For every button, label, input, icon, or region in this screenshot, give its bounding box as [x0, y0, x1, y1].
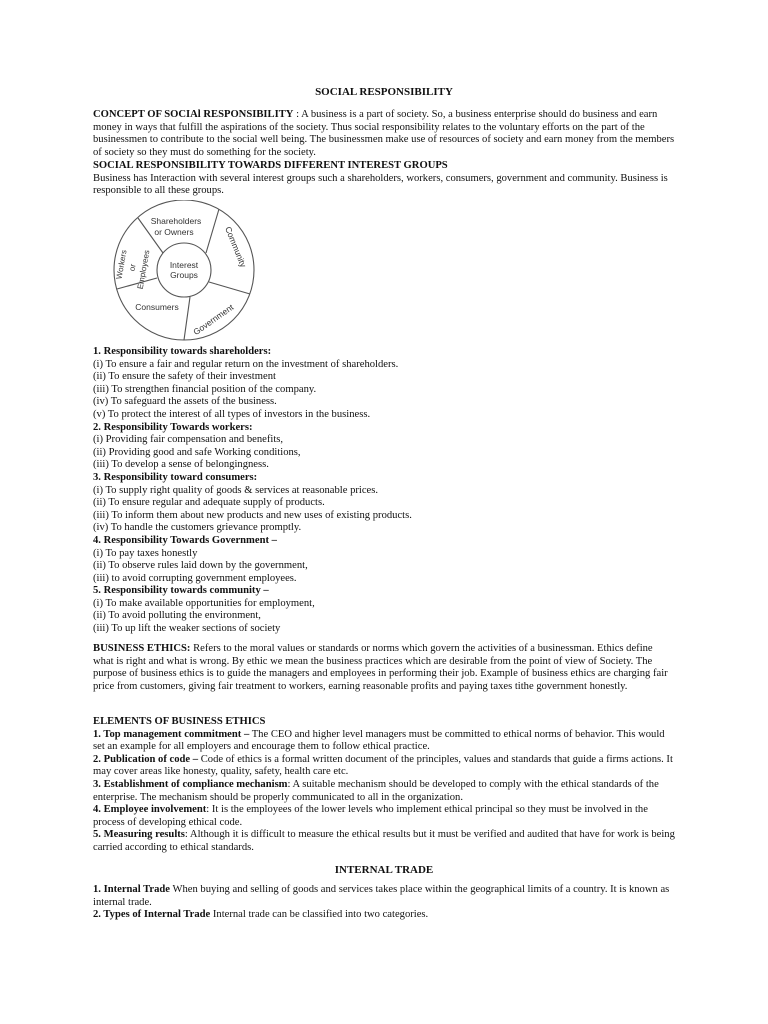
list-item: (iii) To develop a sense of belongingness. [93, 459, 269, 471]
workers-label-3: Employees [135, 249, 152, 290]
element-label: 1. Top management commitment – [93, 728, 250, 740]
list-item: (v) To protect the interest of all types of investors in the business. [93, 408, 371, 420]
groups-text: Business has Interaction with several interest groups such a shareholders, workers, consumers, government and community. Business is responsible to all these groups. [93, 172, 668, 197]
element-text: The CEO and higher level managers must be committed to ethical norms of behavior. This would set an example for all employers and encourage them to follow ethical practice. [93, 728, 665, 753]
list-item: (i) To ensure a fair and regular return on the investment of shareholders. [93, 358, 399, 370]
element-text: : Although it is difficult to measure the ethical results but it must be verified and audited that have for work is being carried according to ethical standards. [93, 829, 675, 853]
list-item: (ii) To ensure the safety of their investment [93, 371, 276, 383]
divider-line [184, 297, 190, 340]
elements-section [93, 716, 675, 855]
elements-heading: ELEMENTS OF BUSINESS ETHICS [93, 716, 266, 727]
element-item [93, 754, 675, 779]
list-item: (iii) To inform them about new products and new uses of existing products. [93, 509, 412, 521]
resp-heading-shareholders: 1. Responsibility towards shareholders: [93, 346, 272, 357]
list-item: (i) To pay taxes honestly [93, 547, 198, 559]
list-item: (ii) Providing good and safe Working conditions, [93, 446, 301, 458]
groups-section [93, 160, 675, 198]
element-text: : A suitable mechanism should be developed to comply with the ethical standards of the enterprise. The mechanism should be properly communicated to all in the organization. [93, 778, 659, 803]
list-item: (i) To supply right quality of goods & services at reasonable prices. [93, 484, 379, 496]
trade-label: 2. Types of Internal Trade [93, 909, 211, 921]
element-text: : It is the employees of the lower levels who implement ethical principal so they must be involved in the process of developing ethical code. [93, 804, 648, 828]
resp-heading-workers: 2. Responsibility Towards workers: [93, 421, 253, 433]
element-text: Code of ethics is a formal written document of the principles, values and standards that guide a firms actions. It may cover areas like honesty, quality, safety, health care etc. [93, 753, 673, 778]
trade-text: When buying and selling of goods and services takes place within the geographical limits of a country. It is known as internal trade. [93, 884, 670, 908]
internal-trade-section [93, 884, 675, 922]
element-label: 5. Measuring results [93, 829, 185, 841]
list-item: (iii) To up lift the weaker sections of society [93, 623, 281, 635]
list-item: (ii) To avoid polluting the environment, [93, 610, 261, 622]
center-label-1: Interest [169, 260, 199, 270]
consumers-label: Consumers [135, 302, 179, 312]
shareholders-label-2: or Owners [154, 227, 194, 237]
resp-heading-consumers: 3. Responsibility toward consumers: [93, 471, 258, 483]
element-item [93, 829, 675, 854]
government-label: Government [191, 302, 236, 338]
trade-label: 1. Internal Trade [93, 884, 171, 895]
community-label: Community [223, 225, 249, 269]
element-item [93, 804, 675, 829]
groups-heading: SOCIAL RESPONSIBILITY TOWARDS DIFFERENT INTEREST GROUPS [93, 160, 448, 171]
trade-item [93, 884, 675, 909]
shareholders-label-1: Shareholders [150, 216, 202, 226]
divider-line [206, 209, 219, 253]
interest-groups-diagram [110, 200, 270, 342]
trade-text: Internal trade can be classified into two categories. [210, 909, 429, 921]
list-item: (ii) To observe rules laid down by the government, [93, 560, 308, 572]
list-item: (i) To make available opportunities for employment, [93, 597, 315, 609]
trade-item [93, 909, 675, 922]
page-title: SOCIAL RESPONSIBILITY [315, 86, 453, 98]
list-item: (iv) To handle the customers grievance promptly. [93, 522, 302, 534]
divider-line [209, 282, 250, 294]
element-label: 3. Establishment of compliance mechanism [93, 778, 288, 790]
list-item: (iii) to avoid corrupting government employees. [93, 572, 297, 584]
element-label: 2. Publication of code – [93, 753, 199, 765]
workers-label-2: or [127, 263, 138, 272]
list-item: (ii) To ensure regular and adequate supply of products. [93, 497, 325, 509]
workers-label-1: Workers [114, 249, 129, 280]
center-label-2: Groups [170, 270, 198, 280]
ethics-paragraph [93, 643, 675, 693]
element-label: 4. Employee involvement [93, 804, 207, 816]
list-item: (iv) To safeguard the assets of the business. [93, 396, 277, 408]
responsibilities-list [93, 346, 675, 636]
internal-trade-title: INTERNAL TRADE [334, 864, 434, 876]
list-item: (iii) To strengthen financial position of the company. [93, 383, 317, 395]
list-item: (i) Providing fair compensation and benefits, [93, 434, 284, 446]
resp-heading-government: 4. Responsibility Towards Government – [93, 534, 277, 546]
element-item [93, 779, 675, 804]
concept-text: : A business is a part of society. So, a business enterprise should do business and earn money in ways that fulfill the aspirations of the society. Thus social responsibility relates to the voluntary efforts on the part of the businessmen to contribute to the social well being. The businessmen make use of resources of society and earn money from the members of society so they must do something for the society. [93, 109, 675, 158]
concept-paragraph [93, 109, 675, 159]
resp-heading-community: 5. Responsibility towards community – [93, 585, 269, 597]
element-item [93, 729, 675, 754]
ethics-text: Refers to the moral values or standards or norms which govern the activities of a businessman. Ethics define what is right and what is wrong. By ethic we mean the business practices which are desirable from the point of view of Society. The purpose of business ethics is to guide the managers and employees in performing their job. Example of business ethics are charging fair price from customers, giving fair treatment to workers, earning reasonable profits and paying taxes tithe government honestly. [93, 643, 668, 692]
ethics-heading: BUSINESS ETHICS: [93, 643, 191, 654]
concept-heading: CONCEPT OF SOCIAl RESPONSIBILITY [93, 109, 294, 120]
